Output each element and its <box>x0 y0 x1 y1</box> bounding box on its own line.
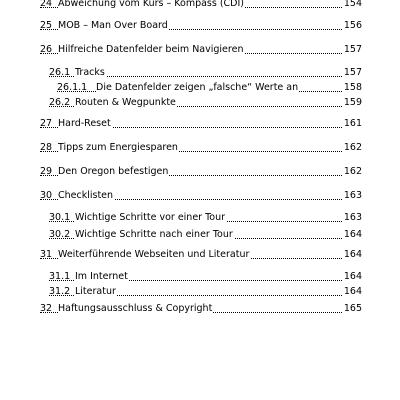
toc-entry-page: 158 <box>343 82 362 93</box>
toc-entry-number: 26.1 <box>49 67 71 78</box>
toc-entry-title: Checklisten <box>58 190 114 201</box>
toc-entry-number: 30 <box>40 190 53 201</box>
toc-entry-number: 30.2 <box>49 229 71 240</box>
toc-entry-number: 31.2 <box>49 286 71 297</box>
toc-entry-title: Abweichung vom Kurs – Kompass (CDI) <box>58 0 245 11</box>
toc-entry-30-2 <box>0 228 400 242</box>
toc-entry-page: 156 <box>343 20 362 31</box>
toc-entry-page: 164 <box>343 229 362 240</box>
toc-entry-page: 162 <box>343 142 362 153</box>
toc-entry-title: Haftungsausschluss & Copyright <box>58 303 213 314</box>
toc-entry-number: 25 <box>40 20 53 31</box>
toc-entry-page: 154 <box>343 0 362 11</box>
toc-entry-27 <box>0 117 400 131</box>
toc-entry-31 <box>0 248 400 262</box>
toc-entry-page: 157 <box>343 67 362 78</box>
toc-entry-title: Weiterführende Webseiten und Literatur <box>58 249 250 260</box>
toc-entry-title: Wichtige Schritte nach einer Tour <box>75 229 233 240</box>
toc-entry-page: 164 <box>343 286 362 297</box>
toc-entry-page: 162 <box>343 166 362 177</box>
toc-entry-title: Die Datenfelder zeigen „falsche“ Werte an <box>96 82 299 93</box>
toc-entry-25 <box>0 19 400 33</box>
toc-entry-26-2 <box>0 96 400 110</box>
toc-entry-title: Tipps zum Energiesparen <box>58 142 178 153</box>
toc-entry-31-1 <box>0 270 400 284</box>
toc-entry-title: MOB – Man Over Board <box>58 20 168 31</box>
toc-entry-title: Den Oregon befestigen <box>58 166 169 177</box>
toc-entry-page: 164 <box>343 271 362 282</box>
toc-entry-number: 24 <box>40 0 53 9</box>
toc-entry-30-1 <box>0 211 400 225</box>
toc-entry-26-1-1 <box>0 81 400 95</box>
toc-entry-31-2 <box>0 285 400 299</box>
toc-entry-title: Literatur <box>75 286 116 297</box>
toc-entry-30 <box>0 189 400 203</box>
toc-entry-number: 31 <box>40 249 53 260</box>
toc-entry-number: 28 <box>40 142 53 153</box>
toc-entry-page: 161 <box>343 118 362 129</box>
toc-entry-title: Hilfreiche Datenfelder beim Navigieren <box>58 44 244 55</box>
toc-entry-number: 26.1.1 <box>57 82 88 93</box>
toc-entry-title: Wichtige Schritte vor einer Tour <box>75 212 226 223</box>
toc-entry-26 <box>0 43 400 57</box>
toc-entry-number: 32 <box>40 303 53 314</box>
toc-entry-page: 164 <box>343 249 362 260</box>
toc-entry-page: 159 <box>343 97 362 108</box>
toc-entry-28 <box>0 141 400 155</box>
toc-entry-title: Hard-Reset <box>58 118 111 129</box>
toc-entry-number: 26 <box>40 44 53 55</box>
toc-entry-title: Im Internet <box>75 271 128 282</box>
toc-entry-29 <box>0 165 400 179</box>
toc-entry-32 <box>0 302 400 316</box>
toc-entry-number: 30.1 <box>49 212 71 223</box>
toc-entry-24 <box>0 0 400 11</box>
toc-entry-number: 27 <box>40 118 53 129</box>
toc-entry-number: 29 <box>40 166 53 177</box>
toc-entry-title: Tracks <box>75 67 105 78</box>
toc-entry-number: 31.1 <box>49 271 71 282</box>
toc-entry-26-1 <box>0 66 400 80</box>
toc-entry-title: Routen & Wegpunkte <box>75 97 176 108</box>
toc-entry-page: 163 <box>343 212 362 223</box>
toc-entry-number: 26.2 <box>49 97 71 108</box>
toc-entry-page: 163 <box>343 190 362 201</box>
toc-entry-page: 165 <box>343 303 362 314</box>
toc-entry-page: 157 <box>343 44 362 55</box>
